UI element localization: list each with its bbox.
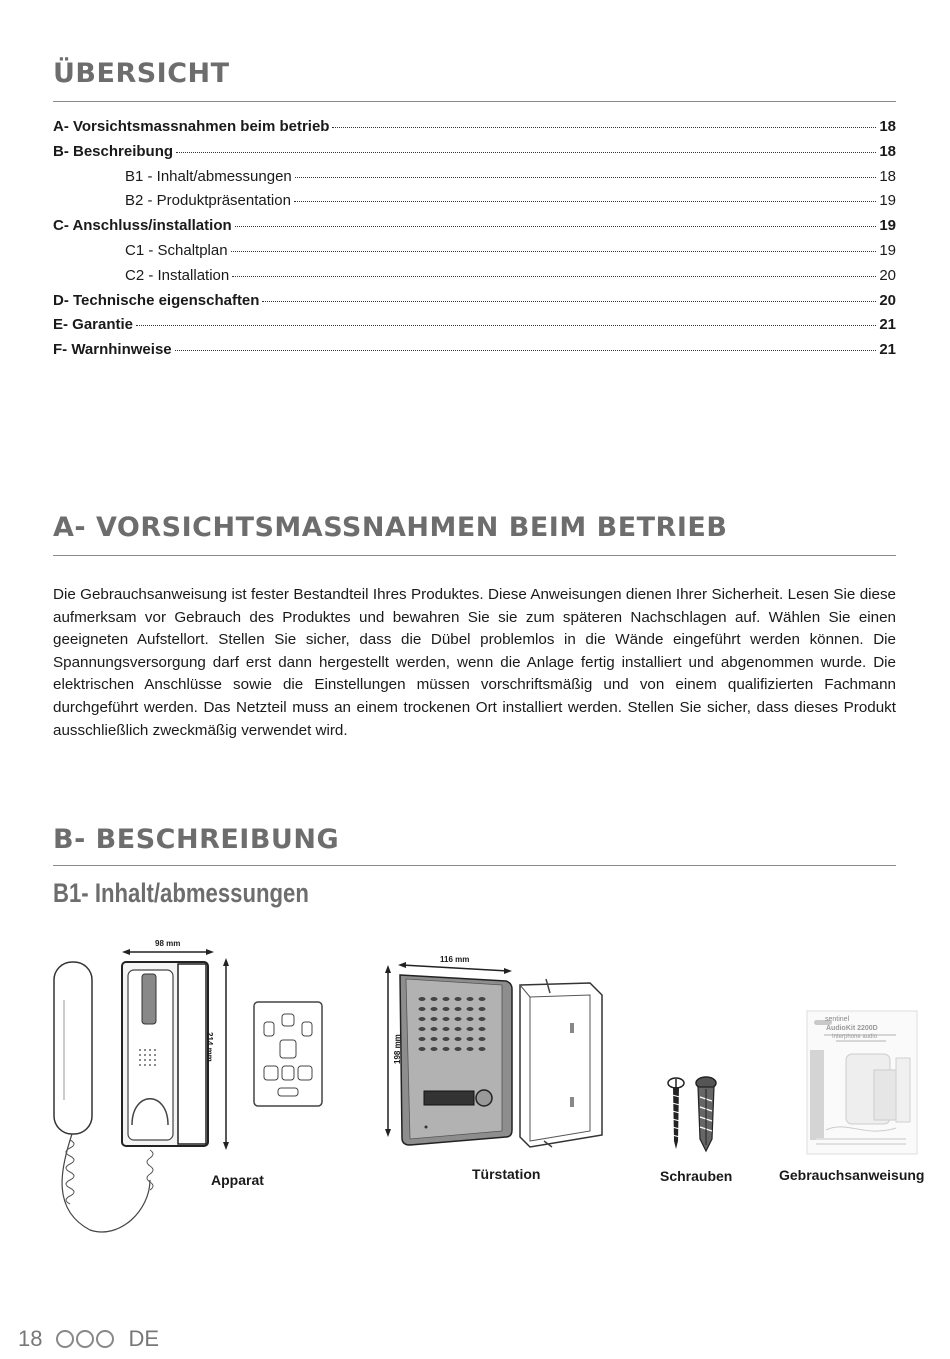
speaker-hole (419, 1047, 426, 1051)
toc-leader-dots (262, 301, 876, 302)
apparat-height-label: 214 mm (205, 1032, 214, 1062)
toc-entry-label: A- Vorsichtsmassnahmen beim betrieb (53, 118, 330, 135)
toc-entry-page: 20 (879, 291, 896, 309)
speaker-hole (467, 1017, 474, 1021)
speaker-hole (467, 1007, 474, 1011)
toc-leader-dots (231, 251, 877, 252)
toc-entry (53, 267, 896, 292)
speaker-hole (479, 1047, 486, 1051)
speaker-hole (431, 1047, 438, 1051)
section-a-body: Die Gebrauchsanweisung ist fester Bestandteil Ihres Produktes. Diese Anweisungen dienen Ihrer Sicherheit. Lesen Sie diese aufmerksam vor Gebrauch des Produktes und bewahren Sie sie zum späteren Nachschlagen auf. Wählen Sie einen geeigneten Aufstellort. Stellen Sie sicher, dass die Dübel problemlos in die Wände eingeführt werden können. Die Spannungsversorgung darf erst dann hergestellt werden, wenn die Anlage fertig installiert und abgenommen wurde. Die elektrischen Anschlüsse sowie die Einstellungen müssen vorschriftsmäßig und von einem qualifizierten Fachmann durchgeführt werden. Das Netzteil muss an einem trockenen Ort installiert werden. Stellen Sie sicher, dass dieses Produkt ausschließlich zweckmäßig verwendet wird. (53, 586, 896, 739)
wall-bracket-illustration (252, 1000, 324, 1108)
toc-leader-dots (235, 226, 877, 227)
toc-entry (53, 118, 896, 143)
speaker-hole (419, 1007, 426, 1011)
toc-entry-page: 18 (879, 142, 896, 160)
toc-entry (53, 292, 896, 317)
speaker-hole (443, 1027, 450, 1031)
toc-entry-label: E- Garantie (53, 316, 134, 334)
speaker-hole (467, 1037, 474, 1041)
toc-entry-label: C1 - Schaltplan (125, 241, 228, 259)
speaker-hole (479, 1027, 486, 1031)
caption-schrauben: Schrauben (660, 1168, 733, 1184)
section-b1-title: B1- Inhalt/abmessungen (53, 878, 309, 908)
speaker-hole (431, 997, 438, 1001)
speaker-hole (479, 1007, 486, 1011)
speaker-hole (419, 1017, 426, 1021)
speaker-hole (431, 1037, 438, 1041)
speaker-hole (443, 997, 450, 1001)
speaker-hole (443, 1037, 450, 1041)
section-b-rule (53, 865, 896, 866)
toc-entry (53, 341, 896, 366)
screws-illustration (660, 1075, 724, 1155)
toc-entry (53, 217, 896, 242)
toc-entry-page: 21 (879, 316, 896, 334)
section-b-title: B- BESCHREIBUNG (53, 824, 340, 855)
speaker-hole (467, 1047, 474, 1051)
toc-leader-dots (294, 201, 876, 202)
door-station-illustration (380, 955, 640, 1150)
door-width-label: 116 mm (440, 955, 470, 964)
speaker-hole (455, 1027, 462, 1031)
language-code: DE (128, 1326, 160, 1351)
toc-entry-page: 19 (879, 241, 896, 259)
toc-entry-label: B1 - Inhalt/abmessungen (125, 167, 292, 185)
overview-title: ÜBERSICHT (53, 58, 230, 89)
page-number: 18 (18, 1326, 43, 1351)
table-of-contents (53, 118, 896, 366)
toc-entry (53, 192, 896, 217)
toc-leader-dots (232, 276, 876, 277)
speaker-hole (479, 1017, 486, 1021)
speaker-hole (455, 1037, 462, 1041)
speaker-hole (431, 1027, 438, 1031)
caption-apparat: Apparat (211, 1172, 264, 1188)
toc-entry-page: 19 (879, 192, 896, 210)
section-a-rule (53, 555, 896, 556)
toc-entry-page: 18 (879, 118, 896, 135)
page-footer (18, 1325, 159, 1353)
brand-logo-icon (54, 1328, 116, 1350)
section-a-title: A- VORSICHTSMASSNAHMEN BEIM BETRIEB (53, 512, 728, 543)
speaker-hole (419, 1027, 426, 1031)
manual-product: AudioKit 2200D (826, 1025, 878, 1032)
manual-brand: sentinel (825, 1016, 850, 1023)
toc-entry-label: C- Anschluss/installation (53, 217, 232, 235)
toc-entry-page: 18 (879, 167, 896, 185)
speaker-hole (467, 1027, 474, 1031)
handset-illustration (50, 940, 240, 1240)
toc-entry-label: C2 - Installation (125, 266, 230, 284)
speaker-hole (443, 1017, 450, 1021)
caption-gebrauchsanweisung: Gebrauchsanweisung (779, 1167, 925, 1183)
speaker-hole (431, 1007, 438, 1011)
toc-leader-dots (332, 127, 876, 128)
toc-entry-label: F- Warnhinweise (53, 341, 172, 359)
door-height-label: 198 mm (393, 1034, 402, 1064)
toc-entry (53, 143, 896, 168)
speaker-hole (479, 997, 486, 1001)
speaker-hole (443, 1047, 450, 1051)
speaker-hole (467, 997, 474, 1001)
toc-entry-label: B2 - Produktpräsentation (125, 192, 291, 210)
speaker-hole (455, 997, 462, 1001)
speaker-hole (419, 1037, 426, 1041)
toc-leader-dots (175, 350, 877, 351)
speaker-hole (455, 1017, 462, 1021)
toc-entry-label: D- Technische eigenschaften (53, 291, 260, 309)
speaker-hole (431, 1017, 438, 1021)
toc-entry (53, 242, 896, 267)
speaker-hole (455, 1047, 462, 1051)
toc-entry (53, 168, 896, 193)
apparat-width-label: 98 mm (155, 939, 181, 948)
toc-entry-page: 19 (879, 217, 896, 235)
toc-entry-page: 21 (879, 341, 896, 359)
caption-tuerstation: Türstation (472, 1166, 541, 1182)
speaker-hole (479, 1037, 486, 1041)
speaker-hole (419, 997, 426, 1001)
speaker-hole (443, 1007, 450, 1011)
toc-entry-label: B- Beschreibung (53, 142, 174, 160)
toc-entry-page: 20 (879, 266, 896, 284)
toc-leader-dots (176, 152, 876, 153)
toc-leader-dots (295, 177, 877, 178)
toc-entry (53, 316, 896, 341)
overview-rule (53, 101, 896, 102)
manual-subtitle: Interphone audio (832, 1034, 878, 1040)
toc-leader-dots (136, 325, 876, 326)
speaker-hole (455, 1007, 462, 1011)
